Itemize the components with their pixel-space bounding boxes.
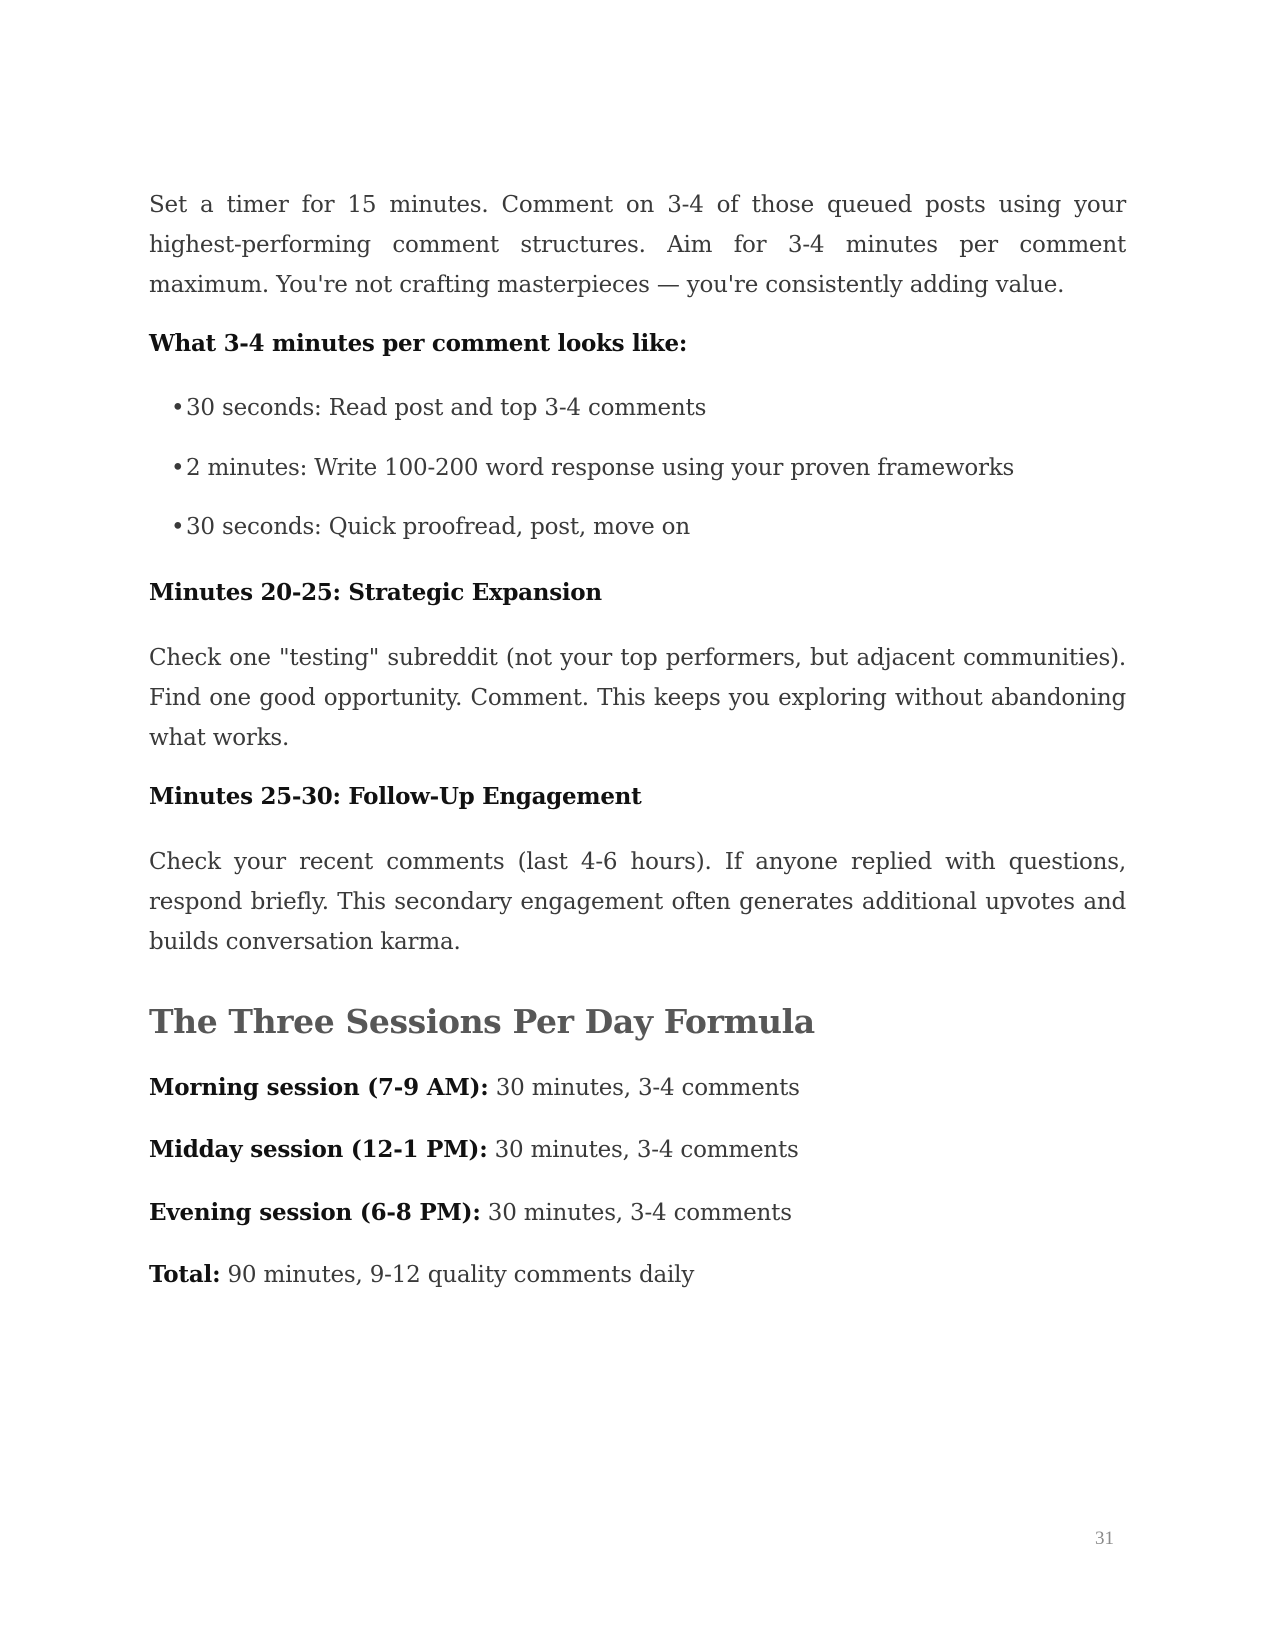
expansion-paragraph: Check one "testing" subreddit (not your top performers, but adjacent communities). Find one good opportunity. Comment. This keeps you exploring without abandoning what works. bbox=[149, 645, 1126, 751]
list-item-text: 2 minutes: Write 100-200 word response using your proven frameworks bbox=[186, 455, 1015, 481]
bullet-icon: • bbox=[171, 455, 185, 481]
session-morning bbox=[149, 1072, 800, 1104]
session-label: Total: bbox=[149, 1261, 221, 1288]
session-label: Midday session (12-1 PM): bbox=[149, 1136, 488, 1163]
page-number: 31 bbox=[1095, 1528, 1114, 1549]
list-item-text: 30 seconds: Quick proofread, post, move on bbox=[186, 514, 690, 540]
intro-paragraph: Set a timer for 15 minutes. Comment on 3-4 of those queued posts using your highest-performing comment structures. Aim for 3-4 minutes per comment maximum. You're not crafting masterpieces — you're consistently adding value. bbox=[149, 192, 1126, 298]
session-value: 90 minutes, 9-12 quality comments daily bbox=[227, 1262, 695, 1288]
per-comment-heading: What 3-4 minutes per comment looks like: bbox=[149, 330, 688, 357]
session-value: 30 minutes, 3-4 comments bbox=[495, 1075, 800, 1101]
session-label: Evening session (6-8 PM): bbox=[149, 1199, 481, 1226]
session-value: 30 minutes, 3-4 comments bbox=[494, 1137, 799, 1163]
list-item bbox=[171, 511, 690, 543]
followup-paragraph: Check your recent comments (last 4-6 hours). If anyone replied with questions, respond briefly. This secondary engagement often generates additional upvotes and builds conversation karma. bbox=[149, 849, 1126, 955]
session-value: 30 minutes, 3-4 comments bbox=[487, 1200, 792, 1226]
bullet-icon: • bbox=[171, 514, 185, 540]
expansion-heading: Minutes 20-25: Strategic Expansion bbox=[149, 579, 602, 606]
session-total bbox=[149, 1259, 694, 1291]
list-item bbox=[171, 452, 1014, 484]
list-item-text: 30 seconds: Read post and top 3-4 comments bbox=[186, 395, 707, 421]
section-title: The Three Sessions Per Day Formula bbox=[149, 1002, 815, 1041]
session-evening bbox=[149, 1197, 792, 1229]
bullet-icon: • bbox=[171, 395, 185, 421]
list-item bbox=[171, 392, 706, 424]
session-midday bbox=[149, 1134, 799, 1166]
session-label: Morning session (7-9 AM): bbox=[149, 1074, 489, 1101]
followup-heading: Minutes 25-30: Follow-Up Engagement bbox=[149, 783, 642, 810]
